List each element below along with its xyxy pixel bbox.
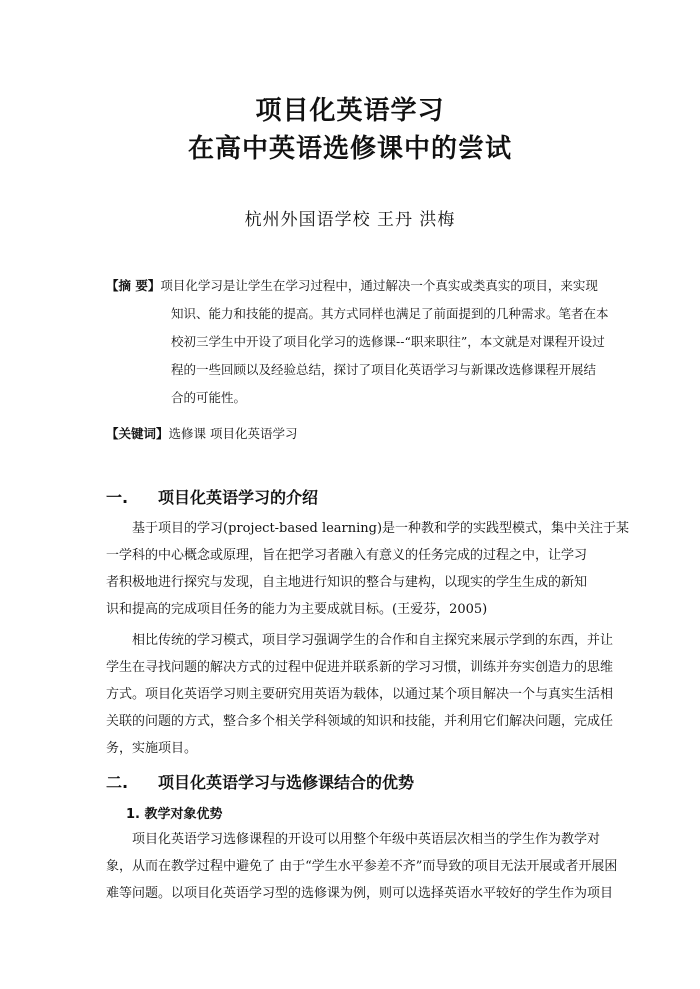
- abstract-first-line: [106, 272, 611, 300]
- paragraph-line: 一学科的中心概念或原理，旨在把学习者融入有意义的任务完成的过程之中，让学习: [106, 548, 588, 563]
- section-2-title: 项目化英语学习与选修课结合的优势: [158, 773, 415, 792]
- abstract-line: 知识、能力和技能的提高。其方式同样也满足了前面提到的几种需求。笔者在本: [171, 306, 609, 321]
- section-1-title: 项目化英语学习的介绍: [158, 488, 319, 507]
- subsection-1-heading: 1. 教学对象优势: [126, 807, 223, 822]
- section-1-paragraph-1: [106, 515, 630, 623]
- paragraph-line: 基于项目的学习(project-based learning)是一种教和学的实践型模式，集中关注于某: [132, 521, 630, 536]
- abstract: [106, 272, 611, 412]
- section-1-heading: [106, 485, 318, 508]
- paragraph-line: 识和提高的完成项目任务的能力为主要成就目标。(王爱芬，2005): [106, 602, 488, 617]
- paragraph-line: 项目化英语学习选修课程的开设可以用整个年级中英语层次相当的学生作为教学对: [132, 832, 601, 847]
- paragraph-line: 者积极地进行探究与发现，自主地进行知识的整合与建构，以现实的学生生成的新知: [106, 575, 588, 590]
- paragraph-line: 务，实施项目。: [106, 741, 198, 756]
- section-2-heading: [106, 770, 414, 793]
- title-line-2: 在高中英语选修课中的尝试: [187, 134, 512, 164]
- abstract-line: 项目化学习是让学生在学习过程中，通过解决一个真实或类真实的项目，来实现: [160, 278, 598, 293]
- keywords-text: 选修课 项目化英语学习: [168, 426, 298, 441]
- paragraph-line: 相比传统的学习模式，项目学习强调学生的合作和自主探究来展示学到的东西，并让: [132, 633, 614, 648]
- section-1-number: 一.: [106, 488, 129, 507]
- section-1-paragraph-2: [106, 627, 614, 762]
- abstract-line: 合的可能性。: [171, 390, 247, 405]
- abstract-line: 校初三学生中开设了项目化学习的选修课--“职来职往”，本文就是对课程开设过: [171, 334, 605, 349]
- abstract-label: 【摘 要】: [106, 278, 161, 293]
- paragraph-line: 方式。项目化英语学习则主要研究用英语为载体，以通过某个项目解决一个与真实生活相: [106, 687, 614, 702]
- title-line-1: 项目化英语学习: [255, 96, 445, 126]
- section-2-paragraph-1: [106, 826, 618, 907]
- section-2-number: 二.: [106, 773, 129, 792]
- keywords: [106, 424, 298, 442]
- keywords-label: 【关键词】: [106, 426, 169, 441]
- paragraph-line: 象，从而在教学过程中避免了 由于“学生水平参差不齐”而导致的项目无法开展或者开展困: [106, 859, 618, 874]
- authors: 杭州外国语学校 王丹 洪梅: [244, 210, 456, 230]
- abstract-line: 程的一些回顾以及经验总结，探讨了项目化英语学习与新课改选修课程开展结: [171, 362, 597, 377]
- paragraph-line: 学生在寻找问题的解决方式的过程中促进并联系新的学习习惯，训练并夯实创造力的思维: [106, 660, 614, 675]
- paragraph-line: 难等问题。以项目化英语学习型的选修课为例，则可以选择英语水平较好的学生作为项目: [106, 886, 614, 901]
- paragraph-line: 关联的问题的方式，整合多个相关学科领域的知识和技能，并利用它们解决问题，完成任: [106, 714, 614, 729]
